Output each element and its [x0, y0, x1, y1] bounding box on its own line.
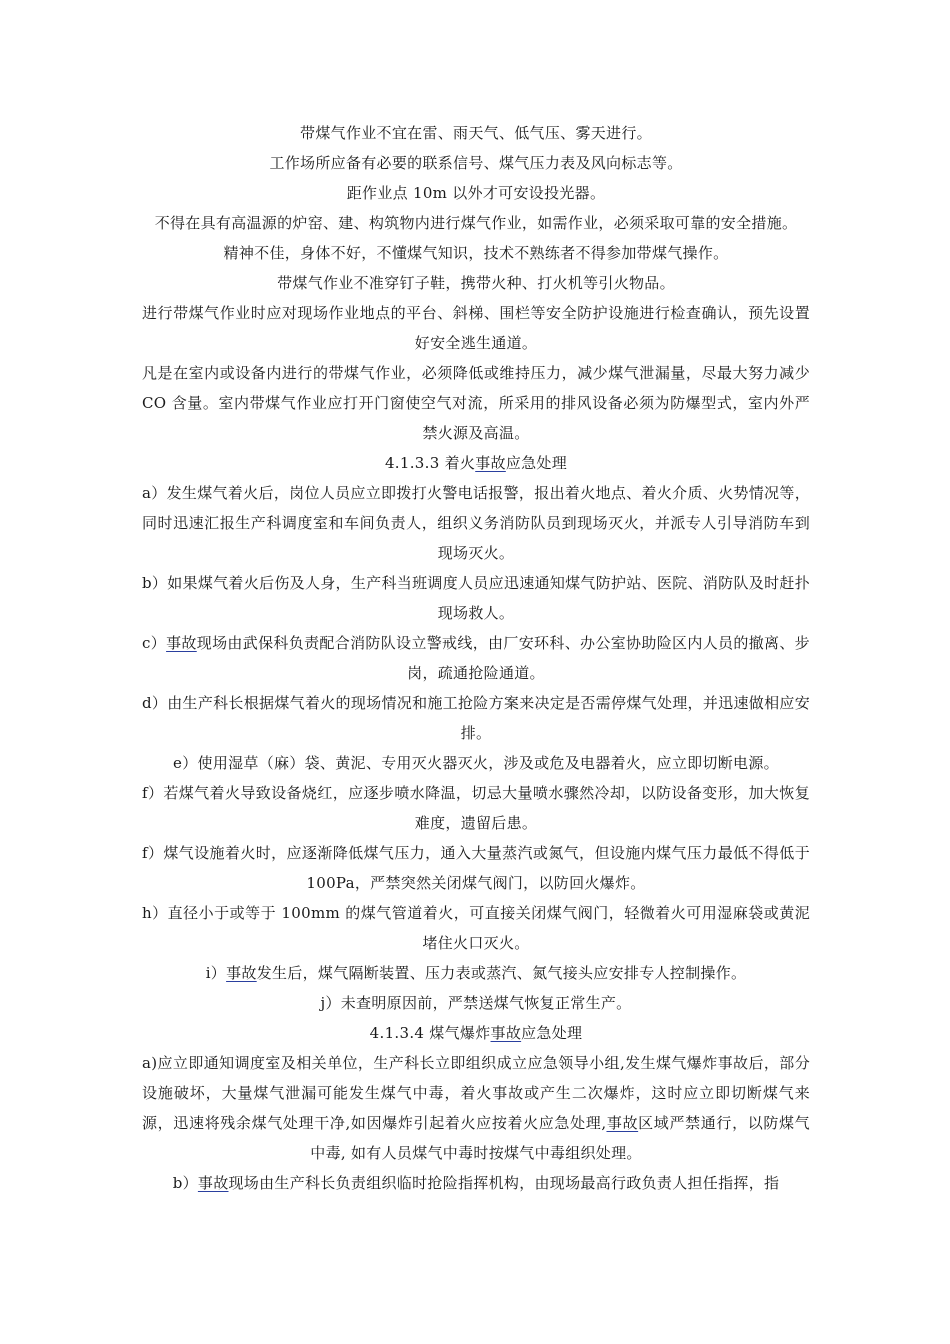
paragraph-7 — [142, 298, 810, 358]
text-segment: c） — [142, 634, 167, 652]
paragraph-3 — [142, 178, 810, 208]
text-segment: a）发生煤气着火后，岗位人员应立即拨打火警电话报警，报出着火地点、着火介质、火势情况等，同时迅速汇报生产科调度室和车间负责人，组织义务消防队员到现场灭火，并派专人引导消防车到现场灭火。 — [142, 484, 810, 562]
text-segment: 应急处理 — [505, 454, 568, 472]
paragraph-2 — [142, 148, 810, 178]
paragraph-8 — [142, 358, 810, 448]
accident-link[interactable]: 事故 — [490, 1024, 522, 1042]
paragraph-item-j — [142, 988, 810, 1018]
text-segment: 现场由生产科长负责组织临时抢险指挥机构，由现场最高行政负责人担任指挥，指 — [228, 1174, 780, 1192]
section-heading-4-1-3-4 — [142, 1018, 810, 1048]
text-segment: 进行带煤气作业时应对现场作业地点的平台、斜梯、围栏等安全防护设施进行检查确认，预先设置好安全逃生通道。 — [142, 304, 810, 352]
text-segment: 4.1.3.3 着火 — [384, 454, 476, 472]
text-segment: 不得在具有高温源的炉窑、建、构筑物内进行煤气作业，如需作业，必须采取可靠的安全措施。 — [154, 214, 798, 232]
document-body — [142, 118, 810, 1198]
text-segment: h）直径小于或等于 100mm 的煤气管道着火，可直接关闭煤气阀门，轻微着火可用湿麻袋或黄泥堵住火口灭火。 — [142, 904, 810, 952]
text-segment: 发生后，煤气隔断装置、压力表或蒸汽、氮气接头应安排专人控制操作。 — [256, 964, 747, 982]
paragraph-4 — [142, 208, 810, 238]
paragraph-1 — [142, 118, 810, 148]
text-segment: f）煤气设施着火时，应逐渐降低煤气压力，通入大量蒸汽或氮气，但设施内煤气压力最低不得低于 100Pa，严禁突然关闭煤气阀门，以防回火爆炸。 — [142, 844, 810, 892]
accident-link[interactable]: 事故 — [606, 1114, 639, 1132]
text-segment: 凡是在室内或设备内进行的带煤气作业，必须降低或维持压力，减少煤气泄漏量，尽最大努力减少 CO 含量。室内带煤气作业应打开门窗使空气对流，所采用的排风设备必须为防爆型式，室内外严禁火源及高温。 — [142, 364, 810, 442]
text-segment: i） — [205, 964, 227, 982]
text-segment: 距作业点 10m 以外才可安设投光器。 — [346, 184, 606, 202]
text-segment: 带煤气作业不宜在雷、雨天气、低气压、雾天进行。 — [300, 124, 652, 142]
text-segment: e）使用湿草（麻）袋、黄泥、专用灭火器灭火，涉及或危及电器着火，应立即切断电源。 — [173, 754, 779, 772]
text-segment: 区域严禁通行，以防煤气中毒, 如有人员煤气中毒时按煤气中毒组织处理。 — [310, 1114, 810, 1162]
paragraph-explosion-b — [142, 1168, 810, 1198]
paragraph-explosion-a — [142, 1048, 810, 1168]
accident-link[interactable]: 事故 — [197, 1174, 229, 1192]
paragraph-item-f2 — [142, 838, 810, 898]
paragraph-5 — [142, 238, 810, 268]
text-segment: 应急处理 — [521, 1024, 583, 1042]
text-segment: 现场由武保科负责配合消防队设立警戒线，由厂安环科、办公室协助险区内人员的撤离、步岗，疏通抢险通道。 — [196, 634, 810, 682]
text-segment: f）若煤气着火导致设备烧红，应逐步喷水降温，切忌大量喷水骤然冷却，以防设备变形，加大恢复难度，遗留后患。 — [142, 784, 810, 832]
text-segment: 工作场所应备有必要的联系信号、煤气压力表及风向标志等。 — [269, 154, 683, 172]
accident-link[interactable]: 事故 — [226, 964, 257, 982]
paragraph-item-h — [142, 898, 810, 958]
paragraph-item-d — [142, 688, 810, 748]
paragraph-item-i — [142, 958, 810, 988]
paragraph-item-a — [142, 478, 810, 568]
paragraph-6 — [142, 268, 810, 298]
accident-link[interactable]: 事故 — [166, 634, 197, 652]
text-segment: a)应立即通知调度室及相关单位，生产科长立即组织成立应急领导小组,发生煤气爆炸事故后，部分设施破坏，大量煤气泄漏可能发生煤气中毒，着火事故或产生二次爆炸，这时应立即切断煤气来源，迅速将残余煤气处理干净,如因爆炸引起着火应按着火应急处理, — [142, 1054, 810, 1132]
paragraph-item-b — [142, 568, 810, 628]
text-segment: d）由生产科长根据煤气着火的现场情况和施工抢险方案来决定是否需停煤气处理，并迅速做相应安排。 — [142, 694, 810, 742]
section-heading-4-1-3-3 — [142, 448, 810, 478]
text-segment: 精神不佳，身体不好，不懂煤气知识，技术不熟练者不得参加带煤气操作。 — [223, 244, 729, 262]
text-segment: b） — [172, 1174, 198, 1192]
paragraph-item-f1 — [142, 778, 810, 838]
paragraph-item-c — [142, 628, 810, 688]
accident-link[interactable]: 事故 — [475, 454, 506, 472]
text-segment: 带煤气作业不准穿钉子鞋，携带火种、打火机等引火物品。 — [277, 274, 675, 292]
text-segment: 4.1.3.4 煤气爆炸 — [369, 1024, 491, 1042]
paragraph-item-e — [142, 748, 810, 778]
text-segment: b）如果煤气着火后伤及人身，生产科当班调度人员应迅速通知煤气防护站、医院、消防队及时赶扑现场救人。 — [142, 574, 810, 622]
text-segment: j）未查明原因前，严禁送煤气恢复正常生产。 — [320, 994, 632, 1012]
